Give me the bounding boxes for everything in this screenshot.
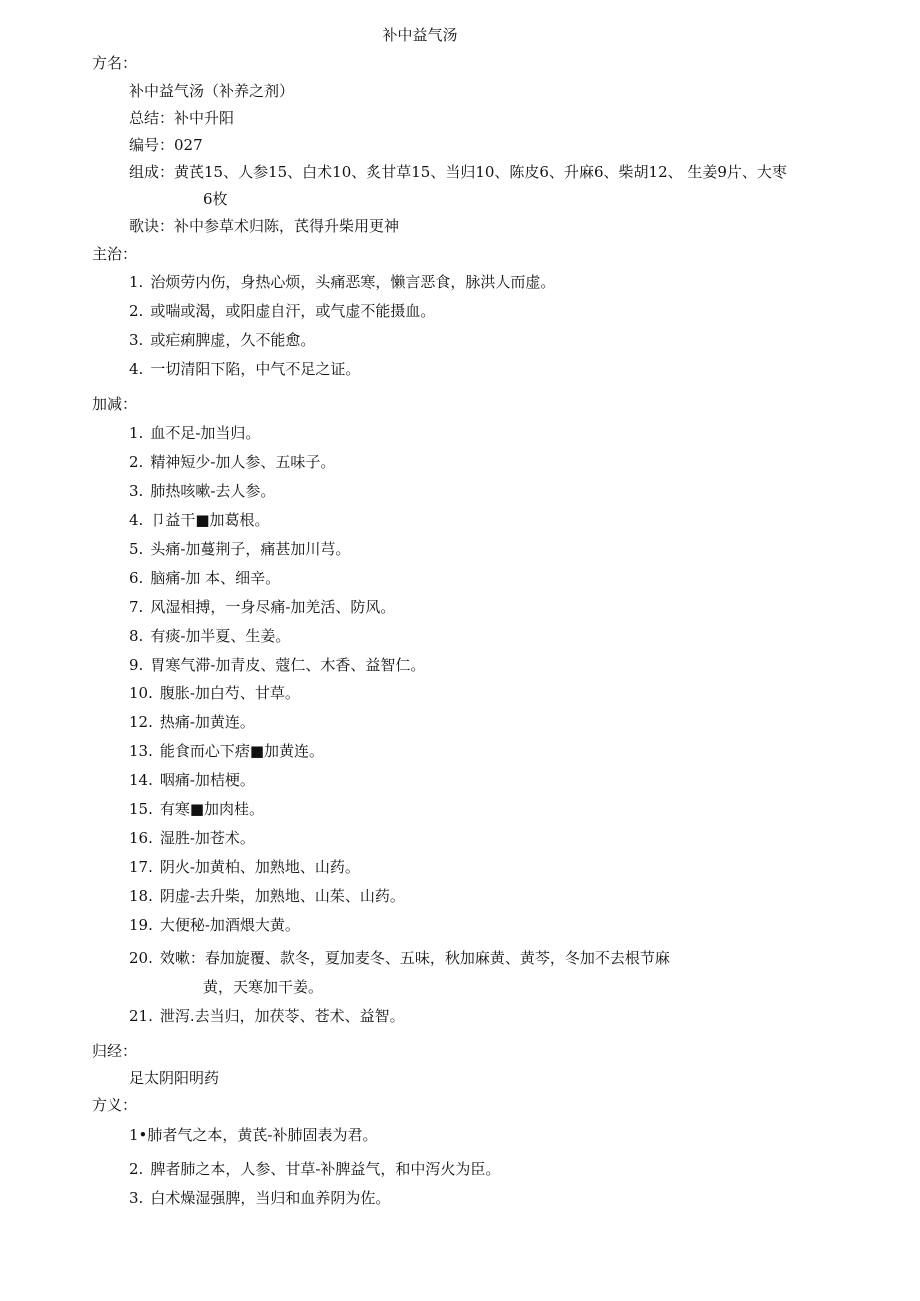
list-item: 20. 效嗽：春加旋覆、款冬，夏加麦冬、五味，秋加麻黄、黄芩，冬加不去根节麻 <box>129 949 670 967</box>
list-item: 3. 白术燥湿强脾，当归和血养阴为佐。 <box>129 1189 391 1207</box>
list-item: 2. 脾者肺之本，人参、甘草-补脾益气，和中泻火为臣。 <box>129 1160 501 1178</box>
section-jiajian-heading: 加减： <box>92 395 138 413</box>
list-item: 14. 咽痛-加桔梗。 <box>129 771 255 789</box>
list-item: 16. 湿胜-加苍术。 <box>129 829 255 847</box>
list-item: 2. 或喘或渴，或阳虚自汗，或气虚不能摄血。 <box>129 302 436 320</box>
list-item: 10. 腹胀-加白芍、甘草。 <box>129 684 300 702</box>
list-item: 5. 头痛-加蔓荆子，痛甚加川芎。 <box>129 540 351 558</box>
list-item: 1. 治烦劳内伤，身热心烦，头痛恶寒，懒言恶食，脉洪人而虚。 <box>129 273 556 291</box>
formula-composition-cont: 6枚 <box>203 190 228 208</box>
list-item: 12. 热痛-加黄连。 <box>129 713 255 731</box>
section-fangyi-heading: 方义： <box>92 1096 138 1114</box>
list-item: 18. 阴虚-去升柴，加熟地、山茱、山药。 <box>129 887 405 905</box>
list-item: 4. 卩益干■加葛根。 <box>129 511 270 529</box>
list-item: 3. 肺热咳嗽-去人参。 <box>129 482 276 500</box>
list-item: 17. 阴火-加黄柏、加熟地、山药。 <box>129 858 360 876</box>
list-item: 13. 能食而心下痞■加黄连。 <box>129 742 325 760</box>
list-item: 21. 泄泻.去当归，加茯苓、苍术、益智。 <box>129 1007 405 1025</box>
list-item: 8. 有痰-加半夏、生姜。 <box>129 627 291 645</box>
page-title: 补中益气汤 <box>382 26 458 44</box>
section-fangming-heading: 方名： <box>92 54 138 72</box>
list-item: 3. 或疟痢脾虚，久不能愈。 <box>129 331 316 349</box>
formula-verse: 歌诀：补中参草术归陈，芪得升柴用更神 <box>129 217 400 235</box>
section-zhuzhi-heading: 主治： <box>92 245 138 263</box>
meridian-text: 足太阴阳明药 <box>129 1069 220 1087</box>
list-item: 6. 脑痛-加 本、细辛。 <box>129 569 281 587</box>
section-guijing-heading: 归经： <box>92 1042 138 1060</box>
formula-number: 编号：027 <box>129 136 203 154</box>
list-item: 9. 胃寒气滞-加青皮、蔻仁、木香、益智仁。 <box>129 656 426 674</box>
list-item: 7. 风湿相搏，一身尽痛-加羌活、防风。 <box>129 598 396 616</box>
list-item: 1•肺者气之本，黄芪-补肺固表为君。 <box>129 1126 378 1144</box>
formula-name: 补中益气汤（补养之剂） <box>129 82 295 100</box>
list-item: 4. 一切清阳下陷，中气不足之证。 <box>129 360 361 378</box>
formula-summary: 总结：补中升阳 <box>129 109 235 127</box>
list-item: 2. 精神短少-加人参、五味子。 <box>129 453 336 471</box>
list-item: 15. 有寒■加肉桂。 <box>129 800 265 818</box>
list-item: 1. 血不足-加当归。 <box>129 424 261 442</box>
formula-composition: 组成：黄芪15、人参15、白术10、炙甘草15、当归10、陈皮6、升麻6、柴胡12、 生姜9片、大枣 <box>129 163 787 181</box>
list-item-continuation: 黄，天寒加干姜。 <box>203 978 324 996</box>
list-item: 19. 大便秘-加酒煨大黄。 <box>129 916 300 934</box>
